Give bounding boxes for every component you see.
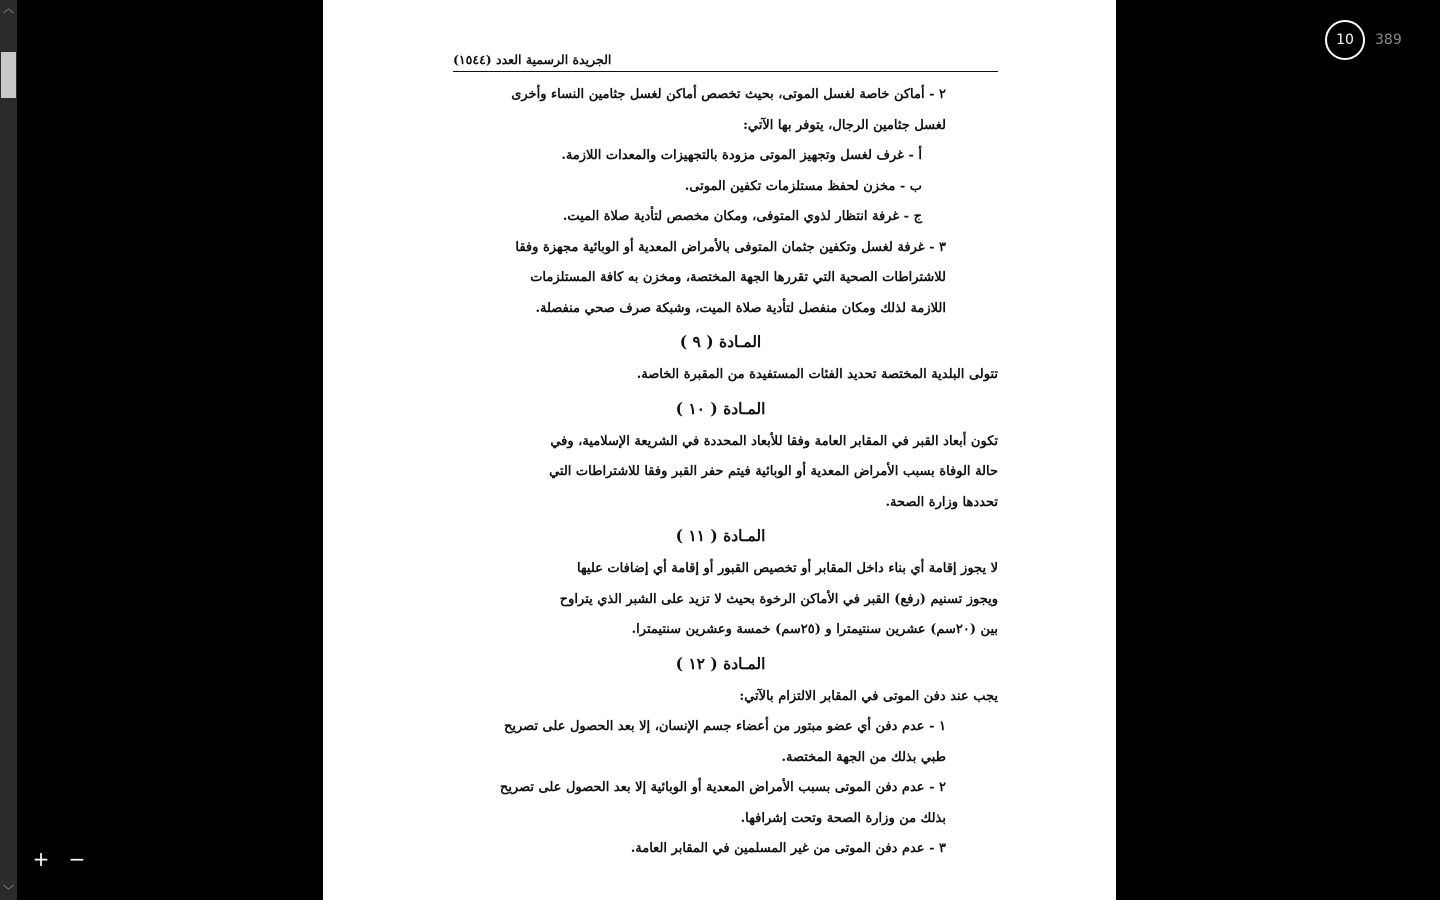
list-item-continuation: اللازمة لذلك ومكان منفصل لتأدية صلاة الميت، وشبكة صرف صحي منفصلة. [535, 300, 946, 316]
list-item: ٣ - غرفة لغسل وتكفين جثمان المتوفى بالأمراض المعدية أو الوبائية مجهزة وفقا [515, 239, 946, 255]
page-indicator [1325, 20, 1402, 60]
paragraph-line: ويجوز تسنيم (رفع) القبر في الأماكن الرخوة بحيث لا تزيد على الشبر الذي يتراوح [559, 591, 998, 607]
article-12-intro: يجب عند دفن الموتى في المقابر الالتزام بالآتي: [739, 688, 998, 704]
article-12-title: المـادة ( ١٢ ) [675, 653, 766, 673]
list-item-continuation: طبي بذلك من الجهة المختصة. [781, 749, 946, 765]
current-page-number[interactable]: 10 [1325, 20, 1365, 60]
zoom-in-button[interactable]: + [32, 847, 50, 871]
article-11-title: المـادة ( ١١ ) [675, 526, 766, 545]
sub-list-item: ب - مخزن لحفظ مستلزمات تكفين الموتى. [684, 178, 922, 194]
list-item: ٢ - عدم دفن الموتى بسبب الأمراض المعدية أو الوبائية إلا بعد الحصول على تصريح [499, 780, 946, 795]
zoom-controls [26, 844, 98, 874]
total-pages: 389 [1375, 32, 1402, 48]
paragraph-line: بين (٢٠سم) عشرين سنتيمترا و (٢٥سم) خمسة وعشرين سنتيمترا. [631, 622, 998, 637]
list-item-continuation: للاشتراطات الصحية التي تقررها الجهة المختصة، ومخزن به كافة المستلزمات [530, 270, 946, 285]
paragraph-line: حالة الوفاة بسبب الأمراض المعدية أو الوبائية فيتم حفر القبر وفقا للاشتراطات التي [549, 464, 998, 479]
document-page [323, 0, 1116, 900]
gazette-header-text: الجريدة الرسمية العدد (١٥٤٤) [453, 52, 612, 67]
list-item: ٢ - أماكن خاصة لغسل الموتى، بحيث تخصص أماكن لغسل جثامين النساء وأخرى [511, 87, 946, 102]
page-header [453, 52, 998, 72]
paragraph-line: لا يجوز إقامة أي بناء داخل المقابر أو تخصيص القبور أو إقامة أي إضافات عليها [576, 561, 998, 576]
scroll-up-arrow-icon[interactable]: ︿ [3, 2, 14, 15]
vertical-scrollbar[interactable] [0, 0, 17, 900]
scroll-down-arrow-icon[interactable]: ﹀ [3, 884, 14, 897]
list-item: ٣ - عدم دفن الموتى من غير المسلمين في المقابر العامة. [630, 841, 946, 856]
paragraph-line: تكون أبعاد القبر في المقابر العامة وفقا للأبعاد المحددة في الشريعة الإسلامية، وفي [550, 433, 998, 449]
scrollbar-thumb[interactable] [1, 52, 16, 98]
article-10-title: المـادة ( ١٠ ) [675, 398, 766, 418]
list-item-continuation: لغسل جثامين الرجال، يتوفر بها الآتي: [743, 117, 946, 133]
sub-list-item: أ - غرف لغسل وتجهيز الموتى مزودة بالتجهيزات والمعدات اللازمة. [561, 148, 922, 163]
article-9-title: المـادة ( ٩ ) [679, 332, 762, 351]
zoom-out-button[interactable]: − [68, 847, 86, 871]
sub-list-item: ج - غرفة انتظار لذوي المتوفى، ومكان مخصص لتأدية صلاة الميت. [562, 209, 922, 224]
document-content [443, 52, 998, 865]
article-9-text: تتولى البلدية المختصة تحديد الفئات المستفيدة من المقبرة الخاصة. [636, 367, 998, 382]
paragraph-line: تحددها وزارة الصحة. [885, 494, 998, 510]
list-item-continuation: بذلك من وزارة الصحة وتحت إشرافها. [740, 810, 946, 826]
list-item: ١ - عدم دفن أي عضو مبتور من أعضاء جسم الإنسان، إلا بعد الحصول على تصريح [503, 719, 946, 734]
